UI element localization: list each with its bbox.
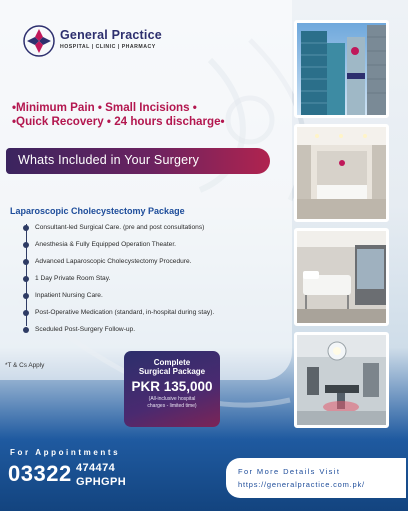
list-item-text: Consultant-led Surgical Care. (pre and post consultations) (35, 224, 205, 231)
list-item-text: Inpatient Nursing Care. (35, 292, 103, 299)
list-item-text: 1 Day Private Room Stay. (35, 275, 111, 282)
bullet-dot-icon (23, 242, 29, 248)
included-banner (6, 148, 270, 174)
bullet-dot-icon (23, 327, 29, 333)
price-note-line-2: charges - limited time) (147, 403, 197, 409)
list-item (22, 291, 214, 308)
list-item-text: Anesthesia & Fully Equipped Operation Theater. (35, 241, 176, 248)
list-item (22, 308, 214, 325)
phone-digits: 474474 (76, 462, 116, 474)
details-label: For More Details Visit (238, 467, 341, 476)
price-amount: PKR 135,000 (131, 379, 213, 394)
price-note (124, 396, 220, 410)
list-item-text: Advanced Laparoscopic Cholecystectomy Procedure. (35, 258, 192, 265)
list-item-text: Sceduled Post-Surgery Follow-up. (35, 326, 136, 333)
appointments-label: For Appointments (10, 448, 121, 457)
list-item (22, 325, 214, 342)
included-banner-text: Whats Included in Your Surgery (18, 153, 200, 167)
benefits-line-1: •Minimum Pain • Small Incisions • (12, 101, 197, 114)
bullet-dot-icon (23, 225, 29, 231)
list-item (22, 240, 214, 257)
building-exterior-photo (294, 20, 389, 118)
bullet-dot-icon (23, 276, 29, 282)
brand (60, 28, 162, 50)
list-item (22, 274, 214, 291)
brand-tagline: HOSPITAL | CLINIC | PHARMACY (60, 44, 156, 50)
bullet-dot-icon (23, 259, 29, 265)
operation-theater-photo (294, 332, 389, 428)
price-line-1: Complete (153, 358, 191, 367)
included-list (22, 223, 214, 342)
bullet-dot-icon (23, 310, 29, 316)
list-item (22, 223, 214, 240)
phone-letters: GPHGPH (76, 476, 127, 488)
list-item (22, 257, 214, 274)
benefits (12, 101, 225, 129)
price-note-line-1: (All-inclusive hospital (148, 396, 196, 402)
phone-prefix[interactable]: 03322 (8, 461, 72, 486)
bullet-dot-icon (23, 293, 29, 299)
private-room-photo (294, 228, 389, 326)
brand-name: General Practice (60, 28, 162, 42)
list-item-text: Post-Operative Medication (standard, in-hospital during stay). (35, 309, 215, 316)
general-practice-logo-icon (22, 24, 56, 58)
benefits-line-2: •Quick Recovery • 24 hours discharge• (12, 115, 225, 128)
package-title: Laparoscopic Cholecystectomy Package (10, 206, 185, 216)
reception-lobby-photo (294, 124, 389, 222)
terms-note: *T & Cs Apply (5, 362, 45, 369)
price-line-2: Surgical Package (138, 367, 206, 376)
website-link[interactable]: https://generalpractice.com.pk/ (238, 480, 365, 489)
details-box (226, 458, 406, 498)
price-box (124, 351, 220, 427)
phone-suffix[interactable] (76, 461, 126, 489)
